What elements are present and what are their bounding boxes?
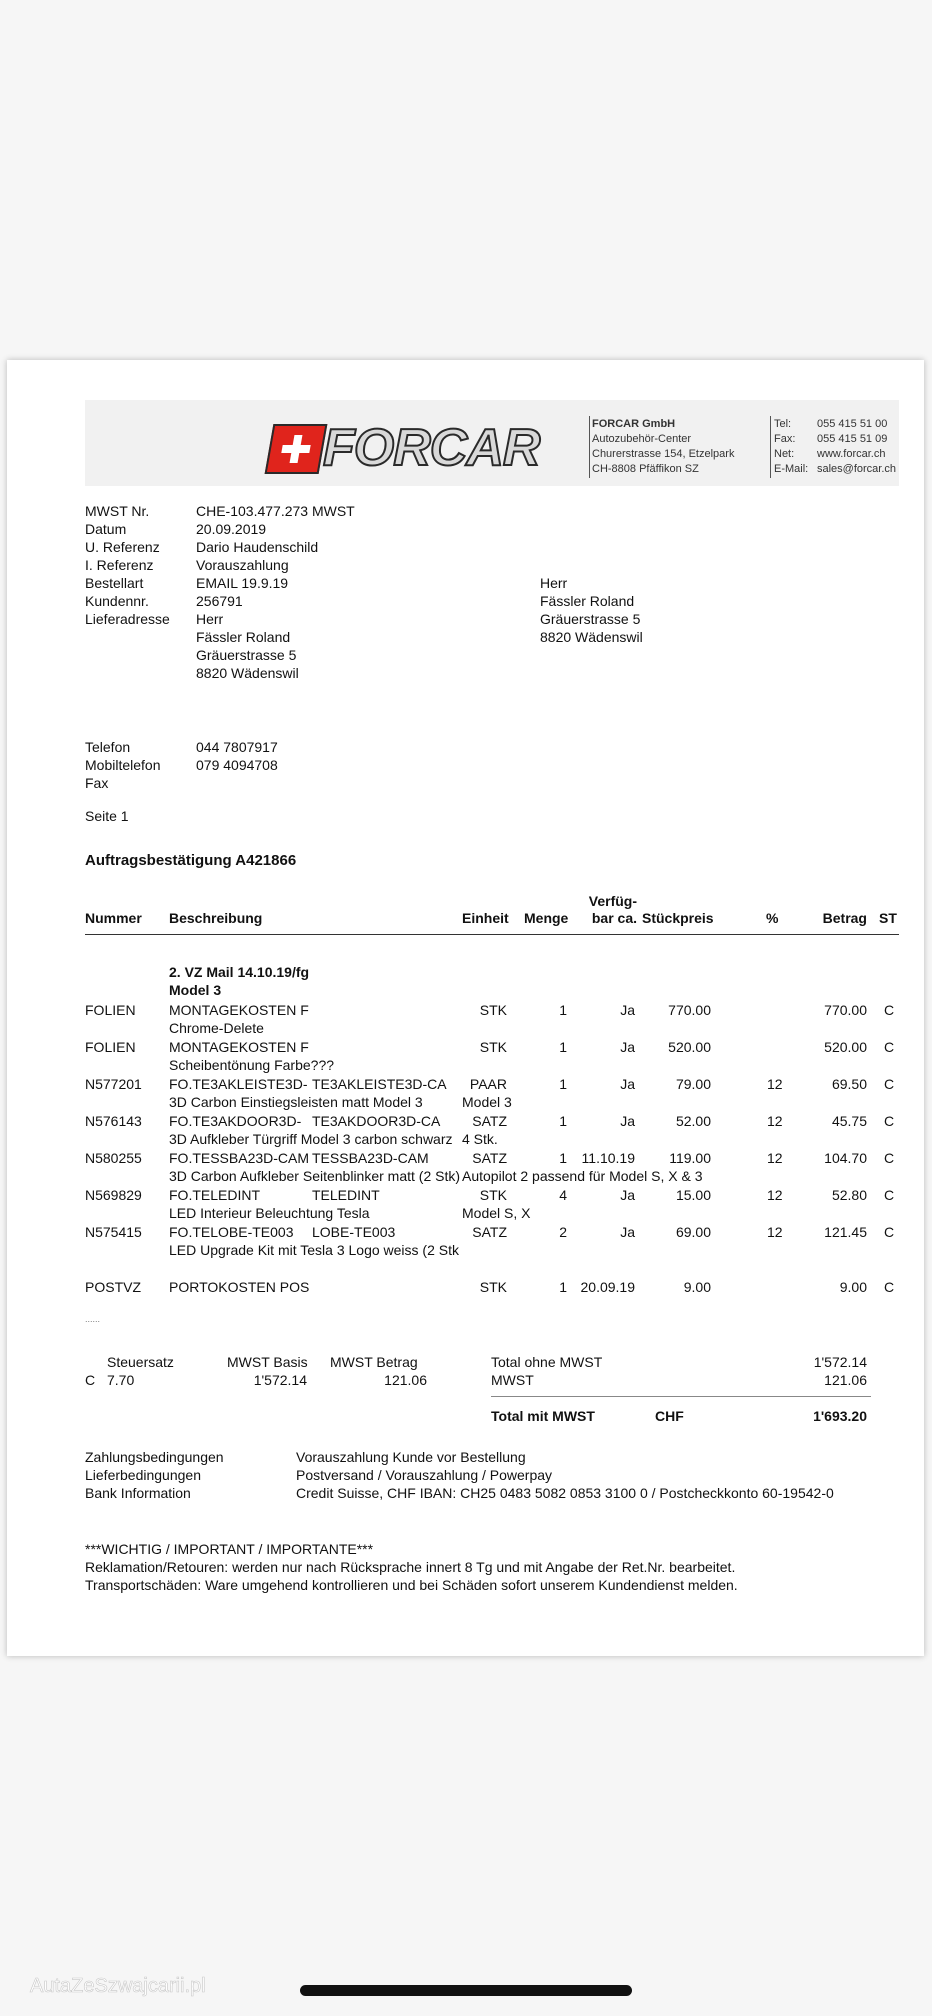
row-preis: 52.00 xyxy=(675,1113,711,1129)
row-pct: 12 xyxy=(767,1076,783,1092)
contact-label-email: E-Mail: xyxy=(774,463,809,475)
row-verf: Ja xyxy=(620,1002,635,1018)
contact-tel: 055 415 51 00 xyxy=(817,418,888,430)
row-betrag: 45.75 xyxy=(831,1113,867,1129)
row-verf: 11.10.19 xyxy=(581,1150,635,1166)
address-line: Fässler Roland xyxy=(540,593,635,609)
swiss-cross-icon xyxy=(265,424,328,474)
total-mit-label: Total mit MWST xyxy=(491,1408,595,1424)
row-betrag: 104.70 xyxy=(824,1150,867,1166)
contact-label-fax: Fax: xyxy=(774,433,796,445)
row-nummer: FOLIEN xyxy=(85,1039,136,1055)
row-pct: 12 xyxy=(767,1187,783,1203)
datum-label: Datum xyxy=(85,521,127,537)
row-st: C xyxy=(884,1076,895,1092)
header-divider xyxy=(589,416,590,478)
uref-label: U. Referenz xyxy=(85,539,160,555)
row-einheit: SATZ xyxy=(472,1113,507,1129)
row-preis: 79.00 xyxy=(675,1076,711,1092)
header-divider-2 xyxy=(770,416,771,478)
telefon-label: Telefon xyxy=(85,739,131,755)
bestellart-value: EMAIL 19.9.19 xyxy=(196,575,289,591)
uref-value: Dario Haudenschild xyxy=(196,539,319,555)
row-subdesc: Scheibentönung Farbe??? xyxy=(169,1057,335,1073)
contact-net: www.forcar.ch xyxy=(817,448,886,460)
row-pct: 12 xyxy=(767,1150,783,1166)
tax-basis-label: MWST Basis xyxy=(227,1354,308,1370)
row-st: C xyxy=(884,1113,895,1129)
postage-nummer: POSTVZ xyxy=(85,1279,142,1295)
row-preis: 15.00 xyxy=(675,1187,711,1203)
mwst-label: MWST Nr. xyxy=(85,503,150,519)
row-subdesc-2: Autopilot 2 passend für Model S, X & 3 xyxy=(462,1168,703,1184)
row-nummer: FOLIEN xyxy=(85,1002,136,1018)
row-pct: 12 xyxy=(767,1113,783,1129)
tax-rate: 7.70 xyxy=(107,1372,135,1388)
kundennr-value: 256791 xyxy=(196,593,243,609)
row-subdesc: 3D Carbon Einstiegsleisten matt Model 3 xyxy=(169,1094,423,1110)
row-subdesc-2: 4 Stk. xyxy=(462,1131,498,1147)
tax-steuersatz-label: Steuersatz xyxy=(107,1354,174,1370)
notice-line-1: Reklamation/Retouren: werden nur nach Rücksprache innert 8 Tg und mit Angabe der Ret.Nr. bearbeitet. xyxy=(85,1559,736,1575)
postage-preis: 9.00 xyxy=(683,1279,711,1295)
iref-label: I. Referenz xyxy=(85,557,154,573)
row-betrag: 770.00 xyxy=(824,1002,867,1018)
row-verf: Ja xyxy=(620,1039,635,1055)
row-desc: FO.TELEDINT xyxy=(169,1187,261,1203)
company-line1: Autozubehör-Center xyxy=(592,433,692,445)
logo-wordmark: FORCAR xyxy=(323,419,540,477)
row-nummer: N569829 xyxy=(85,1187,142,1203)
row-nummer: N575415 xyxy=(85,1224,142,1240)
row-verf: Ja xyxy=(620,1113,635,1129)
header-rule xyxy=(85,934,899,935)
mobil-value: 079 4094708 xyxy=(196,757,278,773)
total-mit-value: 1'693.20 xyxy=(813,1408,867,1424)
row-desc: FO.TESSBA23D-CAM xyxy=(169,1150,310,1166)
mobil-label: Mobiltelefon xyxy=(85,757,161,773)
contact-fax: 055 415 51 09 xyxy=(817,433,888,445)
row-desc: MONTAGEKOSTEN F xyxy=(169,1039,309,1055)
row-betrag: 69.50 xyxy=(831,1076,867,1092)
company-line2: Churerstrasse 154, Etzelpark xyxy=(592,448,735,460)
row-desc2: TE3AKLEISTE3D-CA xyxy=(312,1076,447,1092)
tax-betrag-label: MWST Betrag xyxy=(330,1354,418,1370)
notice-title: ***WICHTIG / IMPORTANT / IMPORTANTE*** xyxy=(85,1541,374,1557)
postage-desc: PORTOKOSTEN POS xyxy=(169,1279,310,1295)
lieferadresse-label: Lieferadresse xyxy=(85,611,170,627)
total-currency: CHF xyxy=(655,1408,684,1424)
postage-betrag: 9.00 xyxy=(839,1279,867,1295)
row-verf: Ja xyxy=(620,1076,635,1092)
row-desc2: TE3AKDOOR3D-CA xyxy=(312,1113,441,1129)
row-menge: 1 xyxy=(559,1076,567,1092)
row-st: C xyxy=(884,1150,895,1166)
liefer-label: Lieferbedingungen xyxy=(85,1467,201,1483)
row-st: C xyxy=(884,1039,895,1055)
row-einheit: SATZ xyxy=(472,1224,507,1240)
row-subdesc-2: Model S, X xyxy=(462,1205,531,1221)
row-subdesc-2: Model 3 xyxy=(462,1094,512,1110)
row-desc2: LOBE-TE003 xyxy=(312,1224,396,1240)
row-menge: 1 xyxy=(559,1113,567,1129)
company-line3: CH-8808 Pfäffikon SZ xyxy=(592,463,699,475)
row-desc2: TESSBA23D-CAM xyxy=(312,1150,429,1166)
col-pct: % xyxy=(766,910,779,926)
tax-basis: 1'572.14 xyxy=(253,1372,307,1388)
contact-label-tel: Tel: xyxy=(774,418,792,430)
row-einheit: SATZ xyxy=(472,1150,507,1166)
row-nummer: N576143 xyxy=(85,1113,142,1129)
row-pct: 12 xyxy=(767,1224,783,1240)
row-einheit: STK xyxy=(479,1039,507,1055)
row-subdesc: LED Upgrade Kit mit Tesla 3 Logo weiss (2 Stk xyxy=(169,1242,459,1258)
row-st: C xyxy=(884,1224,895,1240)
page-number: Seite 1 xyxy=(85,808,129,824)
lieferadresse-line: Herr xyxy=(196,611,224,627)
company-name: FORCAR GmbH xyxy=(592,418,676,430)
row-einheit: STK xyxy=(479,1187,507,1203)
col-betrag: Betrag xyxy=(822,910,867,926)
row-einheit: PAAR xyxy=(469,1076,507,1092)
row-preis: 69.00 xyxy=(675,1224,711,1240)
row-betrag: 121.45 xyxy=(824,1224,867,1240)
address-line: Gräuerstrasse 5 xyxy=(540,611,641,627)
mwst-value: CHE-103.477.273 MWST xyxy=(196,503,355,519)
total-ohne-value: 1'572.14 xyxy=(813,1354,867,1370)
row-menge: 4 xyxy=(559,1187,567,1203)
row-betrag: 52.80 xyxy=(831,1187,867,1203)
postage-menge: 1 xyxy=(559,1279,567,1295)
col-stueckpreis: Stückpreis xyxy=(642,910,714,926)
address-line: 8820 Wädenswil xyxy=(540,629,643,645)
liefer-value: Postversand / Vorauszahlung / Powerpay xyxy=(296,1467,553,1483)
mwst-total-value: 121.06 xyxy=(824,1372,867,1388)
col-nummer: Nummer xyxy=(85,910,142,926)
row-nummer: N577201 xyxy=(85,1076,142,1092)
row-preis: 119.00 xyxy=(669,1150,711,1166)
col-verfueg-2: bar ca. xyxy=(591,910,637,926)
bestellart-label: Bestellart xyxy=(85,575,144,591)
row-desc: MONTAGEKOSTEN F xyxy=(169,1002,309,1018)
datum-value: 20.09.2019 xyxy=(196,521,267,537)
row-preis: 770.00 xyxy=(668,1002,711,1018)
dots-separator: ...... xyxy=(85,1314,101,1324)
col-einheit: Einheit xyxy=(462,910,509,926)
row-subdesc: 3D Carbon Aufkleber Seitenblinker matt (2 Stk) xyxy=(169,1168,461,1184)
tax-code: C xyxy=(85,1372,96,1388)
row-desc2: TELEDINT xyxy=(312,1187,380,1203)
notice-line-2: Transportschäden: Ware umgehend kontrollieren und bei Schäden sofort unserem Kundendienst melden. xyxy=(85,1577,738,1593)
row-preis: 520.00 xyxy=(668,1039,711,1055)
col-menge: Menge xyxy=(524,910,569,926)
lieferadresse-line: Fässler Roland xyxy=(196,629,291,645)
section-subtitle: Model 3 xyxy=(169,982,222,998)
row-desc: FO.TE3AKLEISTE3D- xyxy=(169,1076,308,1092)
row-st: C xyxy=(884,1187,895,1203)
total-rule xyxy=(491,1396,871,1397)
postage-einheit: STK xyxy=(479,1279,507,1295)
mwst-total-label: MWST xyxy=(491,1372,534,1388)
row-verf: Ja xyxy=(620,1224,635,1240)
forcar-logo xyxy=(265,416,575,478)
row-nummer: N580255 xyxy=(85,1150,142,1166)
fax-label: Fax xyxy=(85,775,109,791)
postage-verfuegbar: 20.09.19 xyxy=(580,1279,635,1295)
contact-label-net: Net: xyxy=(774,448,795,460)
document-title: Auftragsbestätigung A421866 xyxy=(85,852,297,869)
address-line: Herr xyxy=(540,575,568,591)
iref-value: Vorauszahlung xyxy=(196,557,289,573)
telefon-value: 044 7807917 xyxy=(196,739,278,755)
row-menge: 1 xyxy=(559,1002,567,1018)
row-subdesc: LED Interieur Beleuchtung Tesla xyxy=(169,1205,370,1221)
row-menge: 1 xyxy=(559,1150,567,1166)
row-desc: FO.TE3AKDOOR3D- xyxy=(169,1113,302,1129)
row-verf: Ja xyxy=(620,1187,635,1203)
row-desc: FO.TELOBE-TE003 xyxy=(169,1224,294,1240)
watermark: AutaZeSzwajcarii.pl xyxy=(30,1975,206,1997)
postage-st: C xyxy=(884,1279,895,1295)
tax-betrag: 121.06 xyxy=(384,1372,427,1388)
bank-value: Credit Suisse, CHF IBAN: CH25 0483 5082 0853 3100 0 / Postcheckkonto 60-19542-0 xyxy=(296,1485,834,1501)
kundennr-label: Kundennr. xyxy=(85,593,149,609)
section-title: 2. VZ Mail 14.10.19/fg xyxy=(169,964,310,980)
home-indicator[interactable] xyxy=(300,1985,632,1996)
row-einheit: STK xyxy=(479,1002,507,1018)
contact-email: sales@forcar.ch xyxy=(817,463,897,475)
col-verfueg-1: Verfüg- xyxy=(588,893,637,909)
row-menge: 1 xyxy=(559,1039,567,1055)
total-ohne-label: Total ohne MWST xyxy=(491,1354,603,1370)
lieferadresse-line: Gräuerstrasse 5 xyxy=(196,647,297,663)
row-subdesc: 3D Aufkleber Türgriff Model 3 carbon schwarz xyxy=(169,1131,453,1147)
col-st: ST xyxy=(879,910,897,926)
row-st: C xyxy=(884,1002,895,1018)
zahlung-label: Zahlungsbedingungen xyxy=(85,1449,224,1465)
row-betrag: 520.00 xyxy=(824,1039,867,1055)
document-page xyxy=(7,360,924,1656)
zahlung-value: Vorauszahlung Kunde vor Bestellung xyxy=(296,1449,526,1465)
bank-label: Bank Information xyxy=(85,1485,191,1501)
col-beschreibung: Beschreibung xyxy=(169,910,263,926)
row-menge: 2 xyxy=(559,1224,567,1240)
lieferadresse-line: 8820 Wädenswil xyxy=(196,665,299,681)
row-subdesc: Chrome-Delete xyxy=(169,1020,264,1036)
